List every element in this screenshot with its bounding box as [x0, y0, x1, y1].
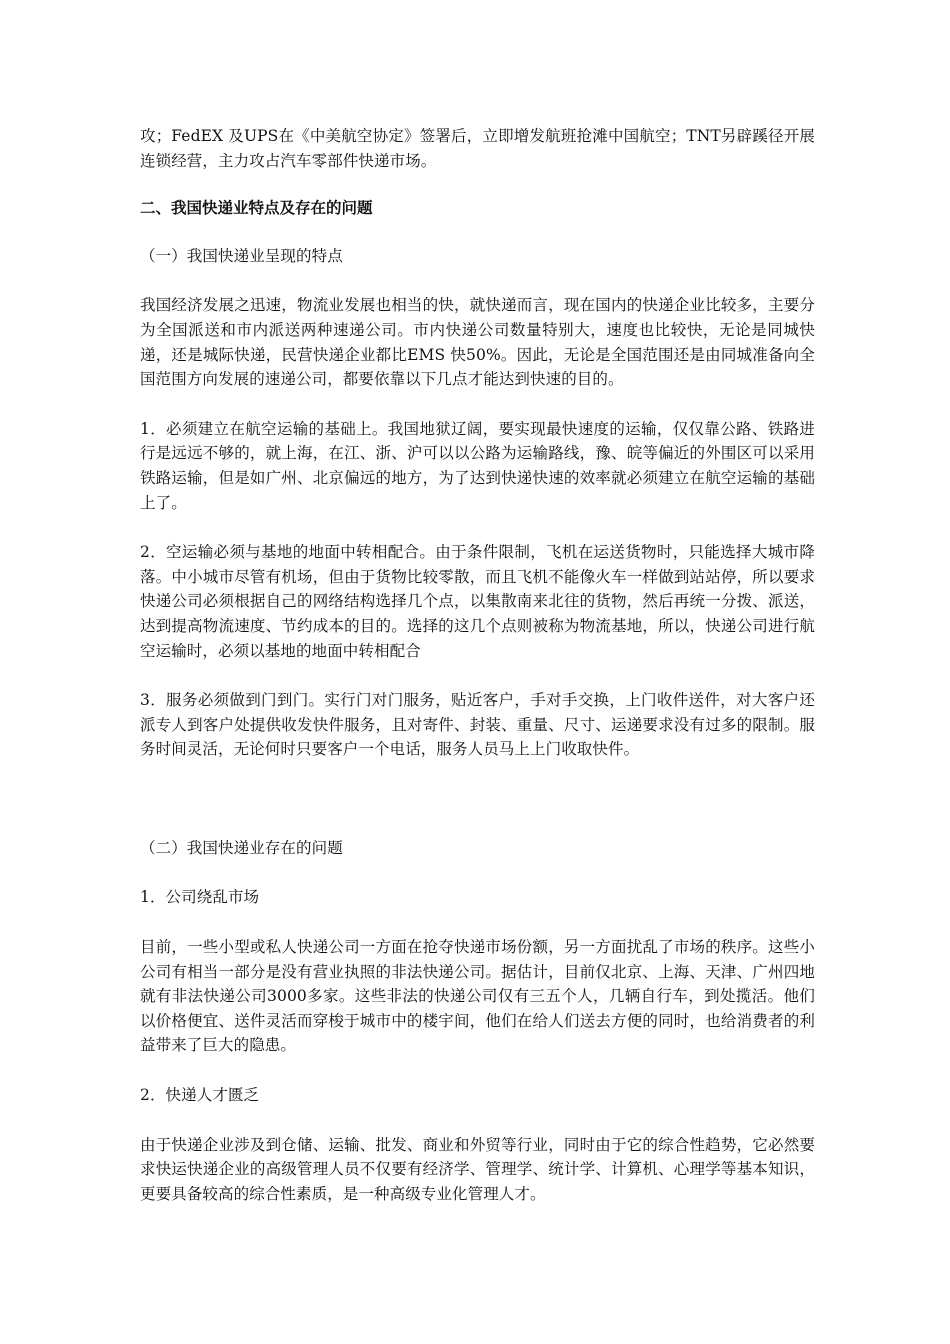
- spacer: [140, 268, 815, 293]
- paragraph-features-overview: 我国经济发展之迅速，物流业发展也相当的快，就快递而言，现在国内的快递企业比较多，主要分为全国派送和市内派送两种速递公司。市内快递公司数量特别大，速度也比较快，无论是同城快递，还是城际快递，民营快递企业都比EMS 快50%。因此，无论是全国范围还是由同城准备向全国范围方向发展的速递公司，都要依靠以下几点才能达到快速的目的。: [140, 296, 815, 389]
- subsection-heading-features: （一）我国快递业呈现的特点: [140, 246, 343, 265]
- spacer: [140, 515, 815, 540]
- spacer-large: [140, 762, 815, 836]
- problem-heading-1: 1．公司绕乱市场: [140, 888, 260, 907]
- subsection-heading-problems: （二）我国快递业存在的问题: [140, 838, 343, 857]
- paragraph-intro-continued: 攻；FedEX 及UPS在《中美航空协定》签署后，立即增发航班抢滩中国航空；TNT另辟蹊径开展连锁经营，主力攻占汽车零部件快递市场。: [140, 127, 815, 170]
- spacer: [140, 910, 815, 935]
- paragraph-point-3-door-to-door: 3．服务必须做到门到门。实行门对门服务，贴近客户，手对手交换，上门收件送件，对大客户还派专人到客户处提供收发快件服务，且对寄件、封装、重量、尺寸、运递要求没有过多的限制。服务时间灵活，无论何时只要客户一个电话，服务人员马上上门收取快件。: [140, 691, 815, 759]
- paragraph-problem-1-market-disorder: 目前，一些小型或私人快递公司一方面在抢夺快递市场份额，另一方面扰乱了市场的秩序。这些小公司有相当一部分是没有营业执照的非法快递公司。据估计，目前仅北京、上海、天津、广州四地就有非法快递公司3000多家。这些非法的快递公司仅有三五个人，几辆自行车，到处揽活。他们以价格便宜、送件灵活而穿梭于城市中的楼宇间，他们在给人们送去方便的同时，也给消费者的利益带来了巨大的隐患。: [140, 938, 815, 1055]
- spacer: [140, 663, 815, 688]
- paragraph-point-2-ground-transfer: 2．空运输必须与基地的地面中转相配合。由于条件限制，飞机在运送货物时，只能选择大城市降落。中小城市尽管有机场，但由于货物比较零散，而且飞机不能像火车一样做到站站停，所以要求快递公司必须根据自己的网络结构选择几个点，以集散南来北往的货物，然后再统一分拨、派送，达到提高物流速度、节约成本的目的。选择的这几个点则被称为物流基地，所以，快递公司进行航空运输时，必须以基地的地面中转相配合: [140, 543, 815, 660]
- paragraph-point-1-air-transport: 1．必须建立在航空运输的基础上。我国地狱辽阔，要实现最快速度的运输，仅仅靠公路、铁路进行是远远不够的，就上海，在江、浙、沪可以以公路为运输路线，豫、皖等偏近的外围区可以采用铁路运输，但是如广州、北京偏远的地方，为了达到快递快速的效率就必须建立在航空运输的基础上了。: [140, 419, 815, 512]
- spacer: [140, 860, 815, 885]
- spacer: [140, 221, 815, 244]
- spacer: [140, 392, 815, 417]
- spacer: [140, 1108, 815, 1133]
- problem-heading-2: 2．快递人才匮乏: [140, 1086, 260, 1105]
- spacer: [140, 173, 815, 196]
- spacer: [140, 1058, 815, 1083]
- document-body: [140, 124, 815, 1206]
- paragraph-problem-2-talent-shortage: 由于快递企业涉及到仓储、运输、批发、商业和外贸等行业，同时由于它的综合性趋势，它必然要求快运快递企业的高级管理人员不仅要有经济学、管理学、统计学、计算机、心理学等基本知识，更要具备较高的综合性素质，是一种高级专业化管理人才。: [140, 1135, 815, 1203]
- section-heading-2: 二、我国快递业特点及存在的问题: [140, 199, 373, 218]
